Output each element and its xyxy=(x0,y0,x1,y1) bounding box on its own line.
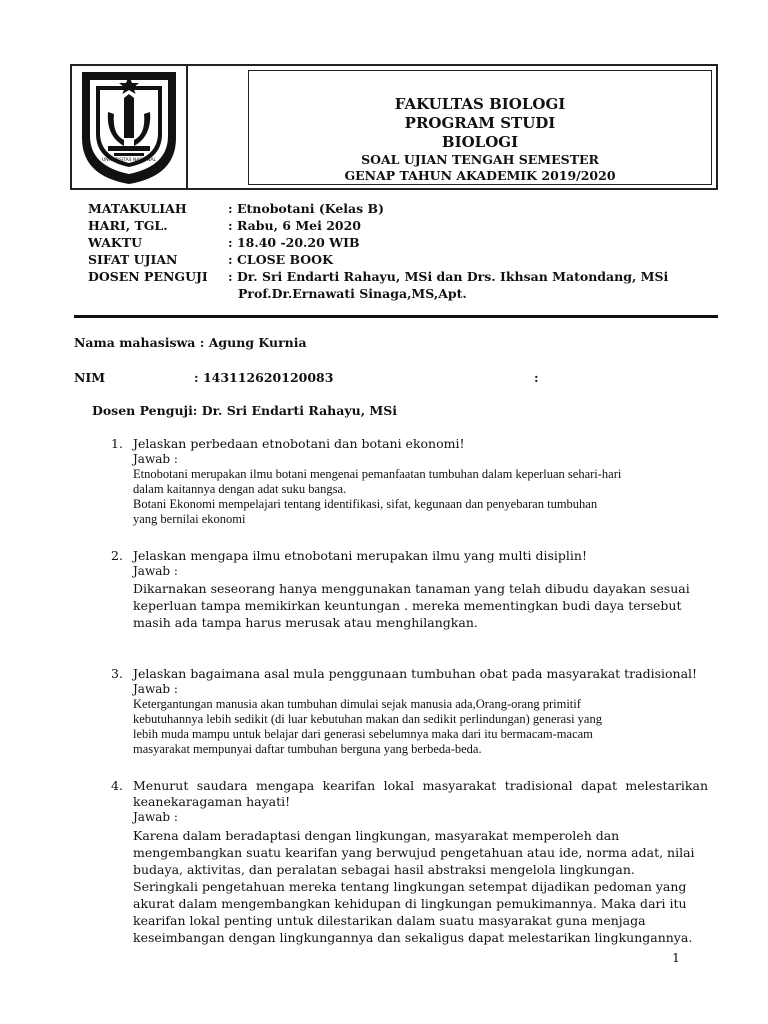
info-row-matakuliah xyxy=(0,201,768,217)
answer-line: Seringkali pengetahuan mereka tentang lingkungan setempat dijadikan pedoman yang xyxy=(133,879,687,894)
answer-line: keseimbangan dengan lingkungannya dan sekaligus dapat melestarikan lingkungannya. xyxy=(133,930,693,945)
student-name: Nama mahasiswa : Agung Kurnia xyxy=(74,335,307,350)
info-row-hari xyxy=(0,218,768,234)
question-number: 4. xyxy=(111,778,123,793)
answer-line: akurat dalam mengembangkan kehidupan di lingkungan pemukimannya. Maka dari itu xyxy=(133,896,687,911)
logo-caption-text: UNIVERSITAS NASIONAL xyxy=(101,158,157,163)
info-value: Prof.Dr.Ernawati Sinaga,MS,Apt. xyxy=(238,286,467,301)
info-label: HARI, TGL. xyxy=(88,218,168,233)
question-text: Jelaskan bagaimana asal mula penggunaan tumbuhan obat pada masyarakat tradisional! xyxy=(133,666,698,681)
page-number: 1 xyxy=(672,950,680,965)
info-label: DOSEN PENGUJI xyxy=(88,269,208,284)
dosen-penguji-line: Dosen Penguji: Dr. Sri Endarti Rahayu, MSi xyxy=(92,403,398,418)
question-number: 3. xyxy=(111,666,123,681)
exam-info xyxy=(0,201,768,301)
question-text: Jelaskan perbedaan etnobotani dan botani ekonomi! xyxy=(133,436,465,451)
answer-line: Botani Ekonomi mempelajari tentang identifikasi, sifat, kegunaan dan penyebaran tumbuhan xyxy=(133,497,598,511)
answer-block xyxy=(133,467,713,527)
answer-line: lebih muda mampu untuk belajar dari generasi sebelumnya maka dari itu bermacam-macam xyxy=(133,727,593,741)
question-number: 2. xyxy=(111,548,123,563)
info-label: WAKTU xyxy=(88,235,143,250)
answer-block xyxy=(133,827,713,946)
nim-label: NIM xyxy=(74,370,106,385)
divider-rule xyxy=(74,315,718,318)
answer-line: Karena dalam beradaptasi dengan lingkungan, masyarakat memperoleh dan xyxy=(133,828,620,843)
nim-value: : 143112620120083 xyxy=(194,370,334,385)
info-value: : Dr. Sri Endarti Rahayu, MSi dan Drs. Ikhsan Matondang, MSi xyxy=(228,269,669,284)
info-row-dosen xyxy=(0,269,768,285)
jawab-label: Jawab : xyxy=(133,682,178,696)
info-label: SIFAT UJIAN xyxy=(88,252,178,267)
answer-block xyxy=(133,697,713,757)
nim-trailing: : xyxy=(534,370,539,385)
answer-line: Dikarnakan seseorang hanya menggunakan tanaman yang telah dibudu dayakan sesuai xyxy=(133,581,690,596)
info-value: : 18.40 -20.20 WIB xyxy=(228,235,360,250)
question-number: 1. xyxy=(111,436,123,451)
info-row-sifat xyxy=(0,252,768,268)
info-row-dosen-2 xyxy=(0,286,768,302)
info-label: MATAKULIAH xyxy=(88,201,187,216)
answer-line: masih ada tampa harus merusak atau menghilangkan. xyxy=(133,615,478,630)
program-title: PROGRAM STUDI xyxy=(404,114,556,132)
answer-line: Etnobotani merupakan ilmu botani mengenai pemanfaatan tumbuhan dalam keperluan sehari-hari xyxy=(133,467,622,481)
answer-line: kebutuhannya lebih sedikit (di luar kebutuhan makan dan sedikit perlindungan) generasi yang xyxy=(133,712,602,726)
department-title: BIOLOGI xyxy=(441,133,519,151)
jawab-label: Jawab : xyxy=(133,810,178,824)
exam-title: SOAL UJIAN TENGAH SEMESTER xyxy=(361,152,599,167)
question-text-block xyxy=(133,778,708,810)
answer-block xyxy=(133,580,713,631)
answer-line: mengembangkan suatu kearifan yang berwujud pengetahuan atau ide, norma adat, nilai xyxy=(133,845,695,860)
answer-line: Ketergantungan manusia akan tumbuhan dimulai sejak manusia ada,Orang-orang primitif xyxy=(133,697,581,711)
faculty-title: FAKULTAS BIOLOGI xyxy=(394,95,566,113)
academic-year: GENAP TAHUN AKADEMIK 2019/2020 xyxy=(344,168,616,183)
info-value: : Etnobotani (Kelas B) xyxy=(228,201,385,216)
question-line: Menurut saudara mengapa kearifan lokal masyarakat tradisional dapat melestarikan xyxy=(133,778,708,793)
jawab-label: Jawab : xyxy=(133,452,178,466)
answer-line: budaya, aktivitas, dan peralatan sebagai hasil abstraksi mengelola lingkungan. xyxy=(133,862,635,877)
answer-line: yang bernilai ekonomi xyxy=(133,512,246,526)
answer-line: masyarakat mempunyai daftar tumbuhan berguna yang berbeda-beda. xyxy=(133,742,482,756)
university-logo xyxy=(78,68,180,186)
jawab-label: Jawab : xyxy=(133,564,178,578)
info-value: : Rabu, 6 Mei 2020 xyxy=(228,218,362,233)
question-text: Jelaskan mengapa ilmu etnobotani merupakan ilmu yang multi disiplin! xyxy=(133,548,587,563)
question-line: keanekaragaman hayati! xyxy=(133,794,291,809)
info-row-waktu xyxy=(0,235,768,251)
answer-line: keperluan tampa memikirkan keuntungan . mereka mementingkan budi daya tersebut xyxy=(133,598,682,613)
info-value: : CLOSE BOOK xyxy=(228,252,333,267)
answer-line: dalam kaitannya dengan adat suku bangsa. xyxy=(133,482,347,496)
title-block xyxy=(250,95,710,184)
answer-line: kearifan lokal penting untuk dilestarikan dalam suatu masyarakat guna menjaga xyxy=(133,913,646,928)
